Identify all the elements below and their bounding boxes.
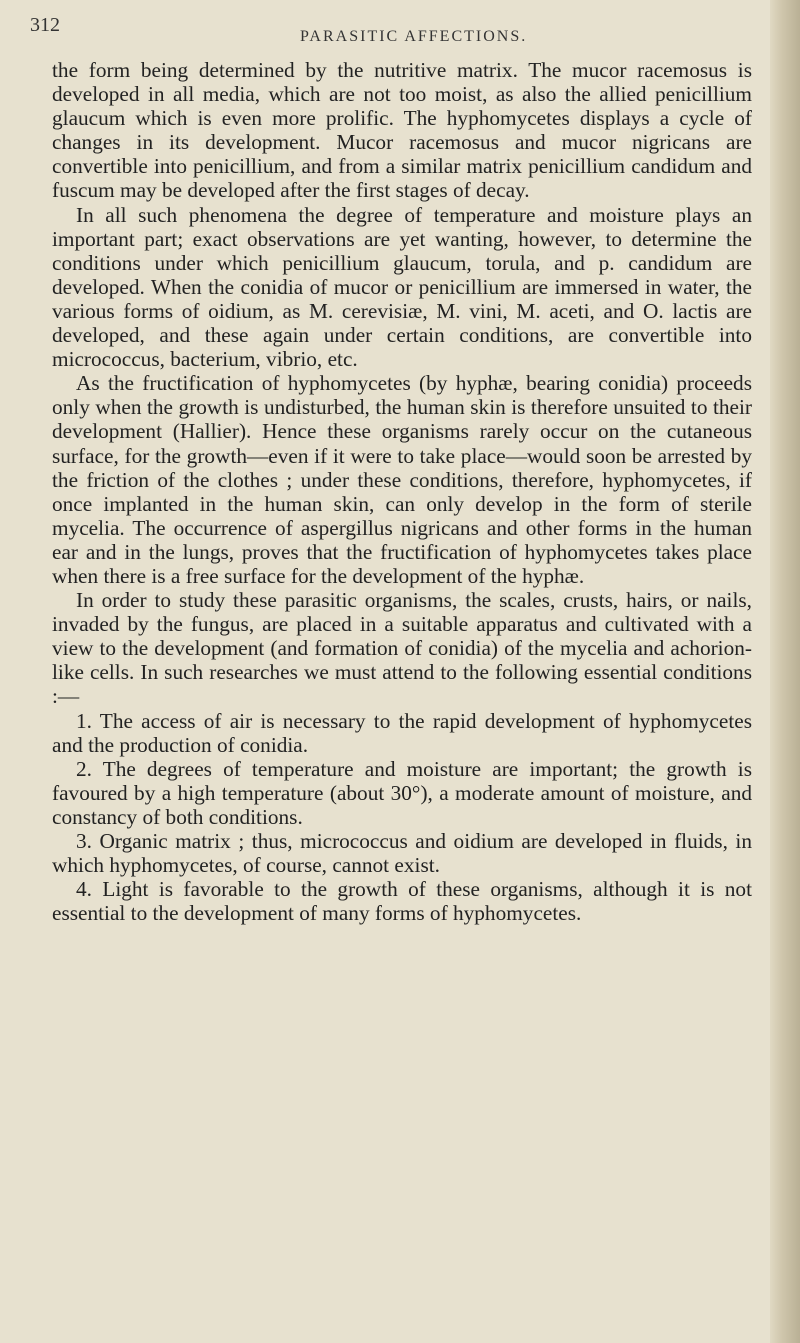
paragraph: In order to study these parasitic organisms, the scales, crusts, hairs, or nails, invaded by the fungus, are placed in a suitable apparatus and cultivated with a view to the development (and formation of conidia) of the mycelia and achorion-like cells. In such researches we must attend to the following essential conditions :— <box>52 588 752 709</box>
page-number: 312 <box>30 14 60 36</box>
paragraph: As the fructification of hyphomycetes (by hyphæ, bearing conidia) proceeds only when the growth is undisturbed, the human skin is therefore unsuited to their development (Hallier). Hence these organisms rarely occur on the cutaneous surface, for the growth—even if it were to take place—would soon be arrested by the friction of the clothes ; under these conditions, therefore, hyphomycetes, if once implanted in the human skin, can only develop in the form of sterile mycelia. The occurrence of aspergillus nigricans and other forms in the human ear and in the lungs, proves that the fructification of hyphomycetes takes place when there is a free surface for the development of the hyphæ. <box>52 371 752 588</box>
paragraph: the form being determined by the nutritive matrix. The mucor racemosus is developed in all media, which are not too moist, as also the allied penicillium glaucum which is even more prolific. The hyphomycetes displays a cycle of changes in its development. Mucor racemosus and mucor nigricans are convertible into penicillium, and from a similar matrix penicillium candidum and fuscum may be developed after the first stages of decay. <box>52 58 752 203</box>
list-item: 3. Organic matrix ; thus, micrococcus and oidium are developed in fluids, in which hyphomycetes, of course, cannot exist. <box>52 829 752 878</box>
body-text <box>52 58 752 925</box>
page-edge <box>770 0 800 1343</box>
list-item: 1. The access of air is necessary to the rapid development of hyphomycetes and the production of conidia. <box>52 708 752 757</box>
running-title: PARASITIC AFFECTIONS. <box>300 28 528 45</box>
list-item: 2. The degrees of temperature and moisture are important; the growth is favoured by a high temperature (about 30°), a moderate amount of moisture, and constancy of both conditions. <box>52 756 752 829</box>
paragraph: In all such phenomena the degree of temperature and moisture plays an important part; exact observations are yet wanting, however, to determine the conditions under which penicillium glaucum, torula, and p. candidum are developed. When the conidia of mucor or penicillium are immersed in water, the various forms of oidium, as M. cerevisiæ, M. vini, M. aceti, and O. lactis are developed, and these again under certain conditions, are convertible into micrococcus, bacterium, vibrio, etc. <box>52 202 752 372</box>
list-item: 4. Light is favorable to the growth of these organisms, although it is not essential to the development of many forms of hyphomycetes. <box>52 877 752 926</box>
